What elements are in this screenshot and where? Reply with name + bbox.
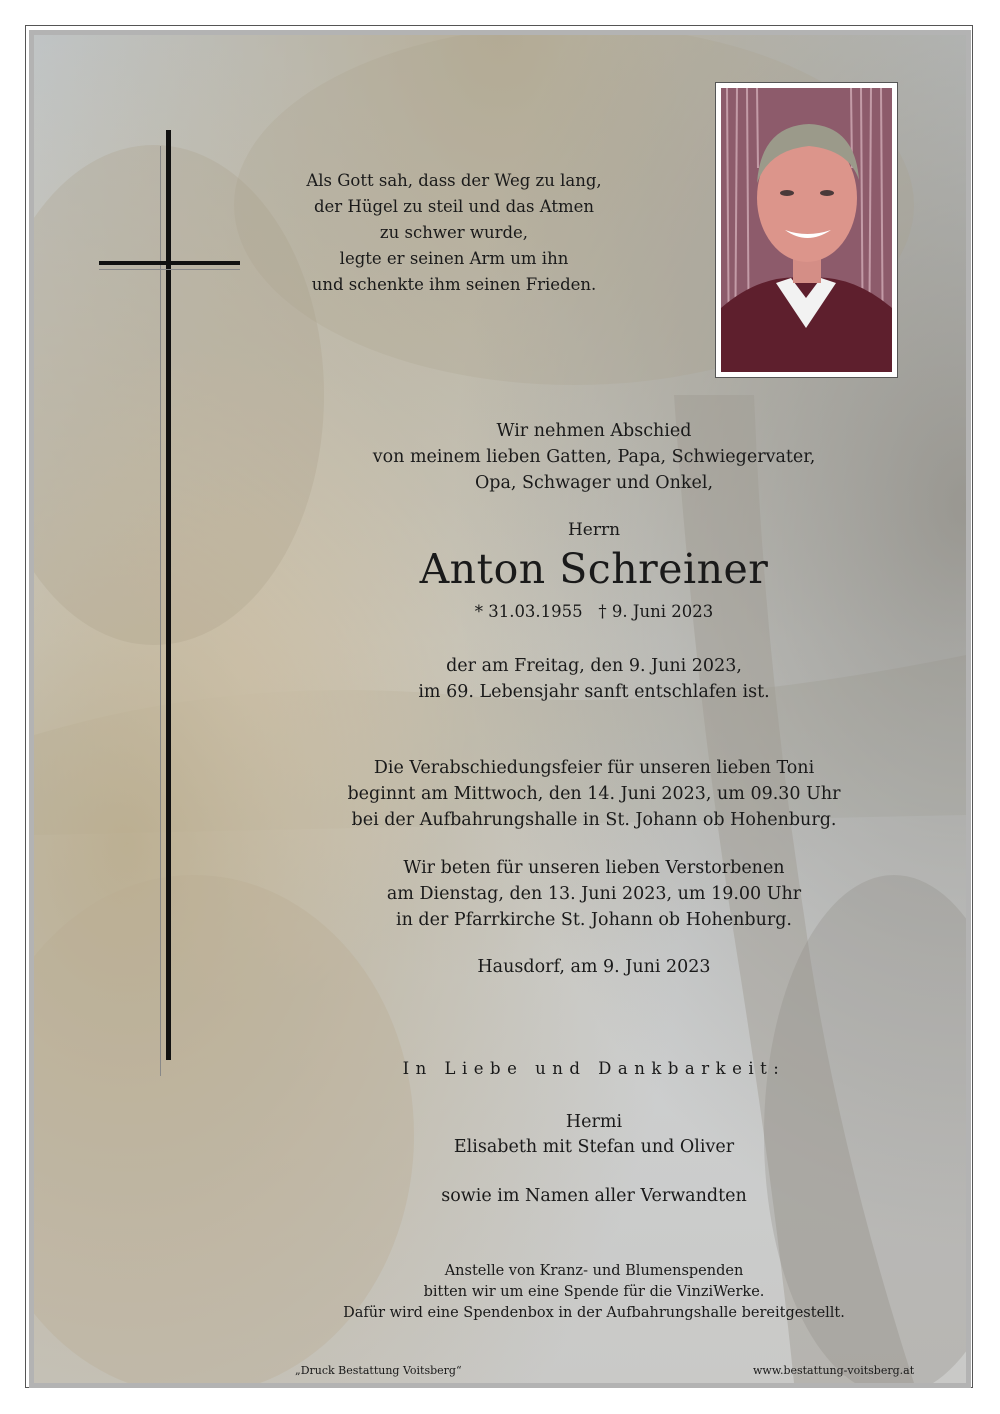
prayer-info	[304, 855, 884, 933]
donation-line: bitten wir um eine Spende für die VinziWerke.	[423, 1284, 765, 1300]
cross-horizontal-bar	[99, 261, 240, 265]
cross-shadow-vertical	[160, 146, 161, 1076]
poem-line: zu schwer wurde,	[379, 223, 529, 242]
place-and-date: Hausdorf, am 9. Juni 2023	[477, 957, 711, 977]
mourner-name: Elisabeth mit Stefan und Oliver	[453, 1137, 735, 1157]
poem-line: der Hügel zu steil und das Atmen	[313, 197, 595, 216]
death-notice	[374, 653, 814, 705]
prayer-line: in der Pfarrkirche St. Johann ob Hohenburg.	[396, 910, 792, 930]
notice-card	[29, 30, 971, 1388]
poem	[274, 168, 634, 298]
salutation: Herrn	[567, 520, 621, 540]
poem-line: legte er seinen Arm um ihn	[339, 249, 569, 268]
poem-line: und schenkte ihm seinen Frieden.	[311, 275, 597, 294]
prayer-line: am Dienstag, den 13. Juni 2023, um 19.00 Uhr	[386, 884, 802, 904]
donation-line: Dafür wird eine Spendenbox in der Aufbahrungshalle bereitgestellt.	[343, 1305, 845, 1321]
relatives-note: sowie im Namen aller Verwandten	[441, 1186, 747, 1206]
portrait-frame	[715, 82, 898, 378]
website-link[interactable]: www.bestattung-voitsberg.at	[753, 1364, 915, 1377]
ceremony-line: Die Verabschiedungsfeier für unseren lieben Toni	[373, 758, 815, 778]
ceremony-line: beginnt am Mittwoch, den 14. Juni 2023, um 09.30 Uhr	[347, 784, 841, 804]
life-dates: * 31.03.1955 † 9. Juni 2023	[474, 602, 714, 621]
death-notice-line: im 69. Lebensjahr sanft entschlafen ist.	[418, 682, 770, 702]
intro-line: Wir nehmen Abschied	[496, 421, 692, 441]
death-notice-line: der am Freitag, den 9. Juni 2023,	[446, 656, 742, 676]
printer-credit: „Druck Bestattung Voitsberg“	[295, 1364, 462, 1377]
intro-line: von meinem lieben Gatten, Papa, Schwiegervater,	[372, 447, 816, 467]
cross-shadow-horizontal	[99, 269, 240, 270]
poem-line: Als Gott sah, dass der Weg zu lang,	[306, 171, 602, 190]
mourners-heading: In Liebe und Dankbarkeit:	[402, 1059, 786, 1078]
deceased-name: Anton Schreiner	[419, 545, 769, 593]
intro-line: Opa, Schwager und Onkel,	[474, 473, 714, 493]
prayer-line: Wir beten für unseren lieben Verstorbenen	[403, 858, 785, 878]
mourners-list	[394, 1110, 794, 1160]
ceremony-info	[304, 755, 884, 833]
farewell-intro	[344, 418, 844, 496]
portrait-photo	[721, 88, 892, 372]
ceremony-line: bei der Aufbahrungshalle in St. Johann ob Hohenburg.	[351, 810, 837, 830]
donation-note	[274, 1261, 914, 1324]
mourner-name: Hermi	[565, 1112, 623, 1132]
donation-line: Anstelle von Kranz- und Blumenspenden	[444, 1263, 744, 1279]
